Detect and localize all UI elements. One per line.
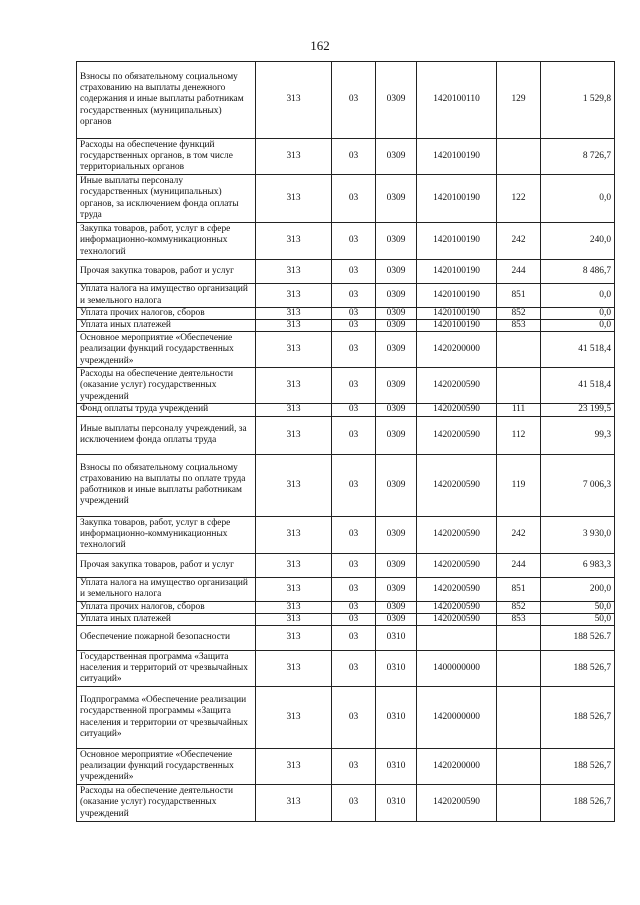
row-name: Закупка товаров, работ, услуг в сфере информационно-коммуникационных технологий <box>77 516 256 553</box>
table-row <box>77 577 615 601</box>
row-csr: 1420100190 <box>417 139 497 175</box>
row-vr: 851 <box>497 577 541 601</box>
row-vr: 129 <box>497 62 541 139</box>
row-rz: 03 <box>332 404 376 416</box>
row-rz: 03 <box>332 139 376 175</box>
row-sum: 240,0 <box>541 223 615 260</box>
row-csr: 1420200590 <box>417 516 497 553</box>
row-vr <box>497 368 541 404</box>
row-csr: 1420200590 <box>417 601 497 613</box>
row-csr: 1420200590 <box>417 553 497 577</box>
row-rz: 03 <box>332 651 376 687</box>
row-csr: 1420200590 <box>417 454 497 516</box>
row-ved: 313 <box>256 404 332 416</box>
row-ved: 313 <box>256 454 332 516</box>
row-pr: 0309 <box>376 601 417 613</box>
row-pr: 0309 <box>376 175 417 223</box>
row-vr: 122 <box>497 175 541 223</box>
row-rz: 03 <box>332 613 376 625</box>
row-sum: 8 726,7 <box>541 139 615 175</box>
row-ved: 313 <box>256 785 332 822</box>
row-sum: 0,0 <box>541 284 615 308</box>
table-row <box>77 687 615 749</box>
row-vr: 853 <box>497 613 541 625</box>
row-csr: 1420200590 <box>417 613 497 625</box>
row-ved: 313 <box>256 320 332 332</box>
row-csr: 1420100190 <box>417 284 497 308</box>
row-rz: 03 <box>332 332 376 368</box>
row-rz: 03 <box>332 223 376 260</box>
table-row <box>77 613 615 625</box>
row-sum: 6 983,3 <box>541 553 615 577</box>
row-vr: 244 <box>497 553 541 577</box>
row-pr: 0310 <box>376 651 417 687</box>
row-sum: 200,0 <box>541 577 615 601</box>
row-sum: 188 526.7 <box>541 626 615 651</box>
row-sum: 50,0 <box>541 613 615 625</box>
table-row <box>77 404 615 416</box>
table-row <box>77 139 615 175</box>
row-csr: 1400000000 <box>417 651 497 687</box>
row-pr: 0309 <box>376 577 417 601</box>
row-csr: 1420200000 <box>417 332 497 368</box>
row-rz: 03 <box>332 454 376 516</box>
row-pr: 0309 <box>376 284 417 308</box>
table-row <box>77 260 615 284</box>
row-rz: 03 <box>332 260 376 284</box>
row-csr <box>417 626 497 651</box>
row-rz: 03 <box>332 516 376 553</box>
row-pr: 0310 <box>376 785 417 822</box>
table-row <box>77 626 615 651</box>
table-row <box>77 785 615 822</box>
row-ved: 313 <box>256 516 332 553</box>
row-csr: 1420100190 <box>417 260 497 284</box>
row-vr <box>497 651 541 687</box>
table-row <box>77 553 615 577</box>
row-csr: 1420200590 <box>417 416 497 454</box>
table-row <box>77 749 615 785</box>
row-ved: 313 <box>256 175 332 223</box>
row-ved: 313 <box>256 368 332 404</box>
budget-table <box>76 61 615 822</box>
table-row <box>77 175 615 223</box>
row-ved: 313 <box>256 284 332 308</box>
row-ved: 313 <box>256 139 332 175</box>
row-sum: 1 529,8 <box>541 62 615 139</box>
table-row <box>77 223 615 260</box>
row-rz: 03 <box>332 284 376 308</box>
row-name: Уплата налога на имущество организаций и земельного налога <box>77 284 256 308</box>
row-ved: 313 <box>256 687 332 749</box>
row-pr: 0309 <box>376 404 417 416</box>
row-rz: 03 <box>332 175 376 223</box>
row-name: Иные выплаты персоналу учреждений, за исключением фонда оплаты труда <box>77 416 256 454</box>
row-rz: 03 <box>332 687 376 749</box>
row-vr <box>497 139 541 175</box>
row-csr: 1420100190 <box>417 308 497 320</box>
table-row <box>77 416 615 454</box>
row-pr: 0309 <box>376 332 417 368</box>
row-ved: 313 <box>256 613 332 625</box>
row-name: Подпрограмма «Обеспечение реализации государственной программы «Защита населения и территории от чрезвычайных ситуаций» <box>77 687 256 749</box>
row-vr: 853 <box>497 320 541 332</box>
row-name: Государственная программа «Защита населения и территорий от чрезвычайных ситуаций» <box>77 651 256 687</box>
row-csr: 1420100110 <box>417 62 497 139</box>
row-name: Взносы по обязательному социальному страхованию на выплаты денежного содержания и иные выплаты работникам государственных (муниципальных) органов <box>77 62 256 139</box>
row-sum: 50,0 <box>541 601 615 613</box>
row-csr: 1420100190 <box>417 223 497 260</box>
row-rz: 03 <box>332 416 376 454</box>
row-pr: 0309 <box>376 260 417 284</box>
row-pr: 0309 <box>376 454 417 516</box>
row-rz: 03 <box>332 320 376 332</box>
row-name: Основное мероприятие «Обеспечение реализации функций государственных учреждений» <box>77 332 256 368</box>
row-ved: 313 <box>256 62 332 139</box>
row-name: Уплата прочих налогов, сборов <box>77 601 256 613</box>
row-name: Уплата налога на имущество организаций и земельного налога <box>77 577 256 601</box>
row-csr: 1420200590 <box>417 577 497 601</box>
row-sum: 0,0 <box>541 175 615 223</box>
table-row <box>77 284 615 308</box>
row-rz: 03 <box>332 577 376 601</box>
table-row <box>77 308 615 320</box>
row-name: Расходы на обеспечение деятельности (оказание услуг) государственных учреждений <box>77 785 256 822</box>
row-ved: 313 <box>256 223 332 260</box>
row-vr <box>497 332 541 368</box>
row-ved: 313 <box>256 651 332 687</box>
row-sum: 41 518,4 <box>541 368 615 404</box>
row-pr: 0310 <box>376 626 417 651</box>
row-vr <box>497 749 541 785</box>
row-name: Закупка товаров, работ, услуг в сфере информационно-коммуникационных технологий <box>77 223 256 260</box>
row-ved: 313 <box>256 626 332 651</box>
row-pr: 0309 <box>376 368 417 404</box>
row-ved: 313 <box>256 553 332 577</box>
table-row <box>77 601 615 613</box>
row-rz: 03 <box>332 62 376 139</box>
row-pr: 0309 <box>376 223 417 260</box>
row-csr: 1420200590 <box>417 785 497 822</box>
row-name: Прочая закупка товаров, работ и услуг <box>77 260 256 284</box>
row-sum: 7 006,3 <box>541 454 615 516</box>
row-rz: 03 <box>332 368 376 404</box>
row-sum: 23 199,5 <box>541 404 615 416</box>
row-ved: 313 <box>256 577 332 601</box>
row-sum: 188 526,7 <box>541 749 615 785</box>
row-name: Основное мероприятие «Обеспечение реализации функций государственных учреждений» <box>77 749 256 785</box>
row-vr: 242 <box>497 223 541 260</box>
row-sum: 188 526,7 <box>541 651 615 687</box>
row-ved: 313 <box>256 332 332 368</box>
row-vr: 111 <box>497 404 541 416</box>
row-csr: 1420200000 <box>417 749 497 785</box>
row-vr: 852 <box>497 308 541 320</box>
row-sum: 0,0 <box>541 320 615 332</box>
row-ved: 313 <box>256 601 332 613</box>
row-pr: 0309 <box>376 516 417 553</box>
row-name: Прочая закупка товаров, работ и услуг <box>77 553 256 577</box>
row-rz: 03 <box>332 553 376 577</box>
row-ved: 313 <box>256 308 332 320</box>
row-ved: 313 <box>256 416 332 454</box>
row-pr: 0309 <box>376 62 417 139</box>
row-vr: 242 <box>497 516 541 553</box>
row-pr: 0309 <box>376 320 417 332</box>
row-sum: 99,3 <box>541 416 615 454</box>
row-name: Уплата прочих налогов, сборов <box>77 308 256 320</box>
row-pr: 0309 <box>376 553 417 577</box>
row-name: Уплата иных платежей <box>77 320 256 332</box>
row-pr: 0310 <box>376 749 417 785</box>
table-row <box>77 516 615 553</box>
row-sum: 3 930,0 <box>541 516 615 553</box>
row-rz: 03 <box>332 626 376 651</box>
row-pr: 0309 <box>376 308 417 320</box>
row-sum: 0,0 <box>541 308 615 320</box>
table-row <box>77 651 615 687</box>
row-name: Фонд оплаты труда учреждений <box>77 404 256 416</box>
row-name: Иные выплаты персоналу государственных (муниципальных) органов, за исключением фонда оплаты труда <box>77 175 256 223</box>
row-rz: 03 <box>332 749 376 785</box>
row-ved: 313 <box>256 749 332 785</box>
row-sum: 41 518,4 <box>541 332 615 368</box>
row-vr: 851 <box>497 284 541 308</box>
table-row <box>77 454 615 516</box>
row-pr: 0309 <box>376 416 417 454</box>
row-rz: 03 <box>332 601 376 613</box>
row-vr: 119 <box>497 454 541 516</box>
row-ved: 313 <box>256 260 332 284</box>
row-vr: 112 <box>497 416 541 454</box>
row-sum: 8 486,7 <box>541 260 615 284</box>
row-vr <box>497 785 541 822</box>
table-row <box>77 332 615 368</box>
row-name: Расходы на обеспечение функций государственных органов, в том числе территориальных органов <box>77 139 256 175</box>
row-csr: 1420200590 <box>417 404 497 416</box>
row-name: Расходы на обеспечение деятельности (оказание услуг) государственных учреждений <box>77 368 256 404</box>
table-row <box>77 62 615 139</box>
row-pr: 0309 <box>376 613 417 625</box>
row-vr <box>497 687 541 749</box>
row-csr: 1420000000 <box>417 687 497 749</box>
row-vr <box>497 626 541 651</box>
row-csr: 1420100190 <box>417 320 497 332</box>
row-name: Уплата иных платежей <box>77 613 256 625</box>
row-rz: 03 <box>332 785 376 822</box>
row-name: Взносы по обязательному социальному страхованию на выплаты по оплате труда работников и иные выплаты работникам учреждений <box>77 454 256 516</box>
row-rz: 03 <box>332 308 376 320</box>
row-sum: 188 526,7 <box>541 687 615 749</box>
row-vr: 852 <box>497 601 541 613</box>
row-pr: 0310 <box>376 687 417 749</box>
table-row <box>77 320 615 332</box>
page-number: 162 <box>310 38 330 53</box>
row-csr: 1420200590 <box>417 368 497 404</box>
row-name: Обеспечение пожарной безопасности <box>77 626 256 651</box>
row-vr: 244 <box>497 260 541 284</box>
row-pr: 0309 <box>376 139 417 175</box>
table-row <box>77 368 615 404</box>
row-sum: 188 526,7 <box>541 785 615 822</box>
row-csr: 1420100190 <box>417 175 497 223</box>
